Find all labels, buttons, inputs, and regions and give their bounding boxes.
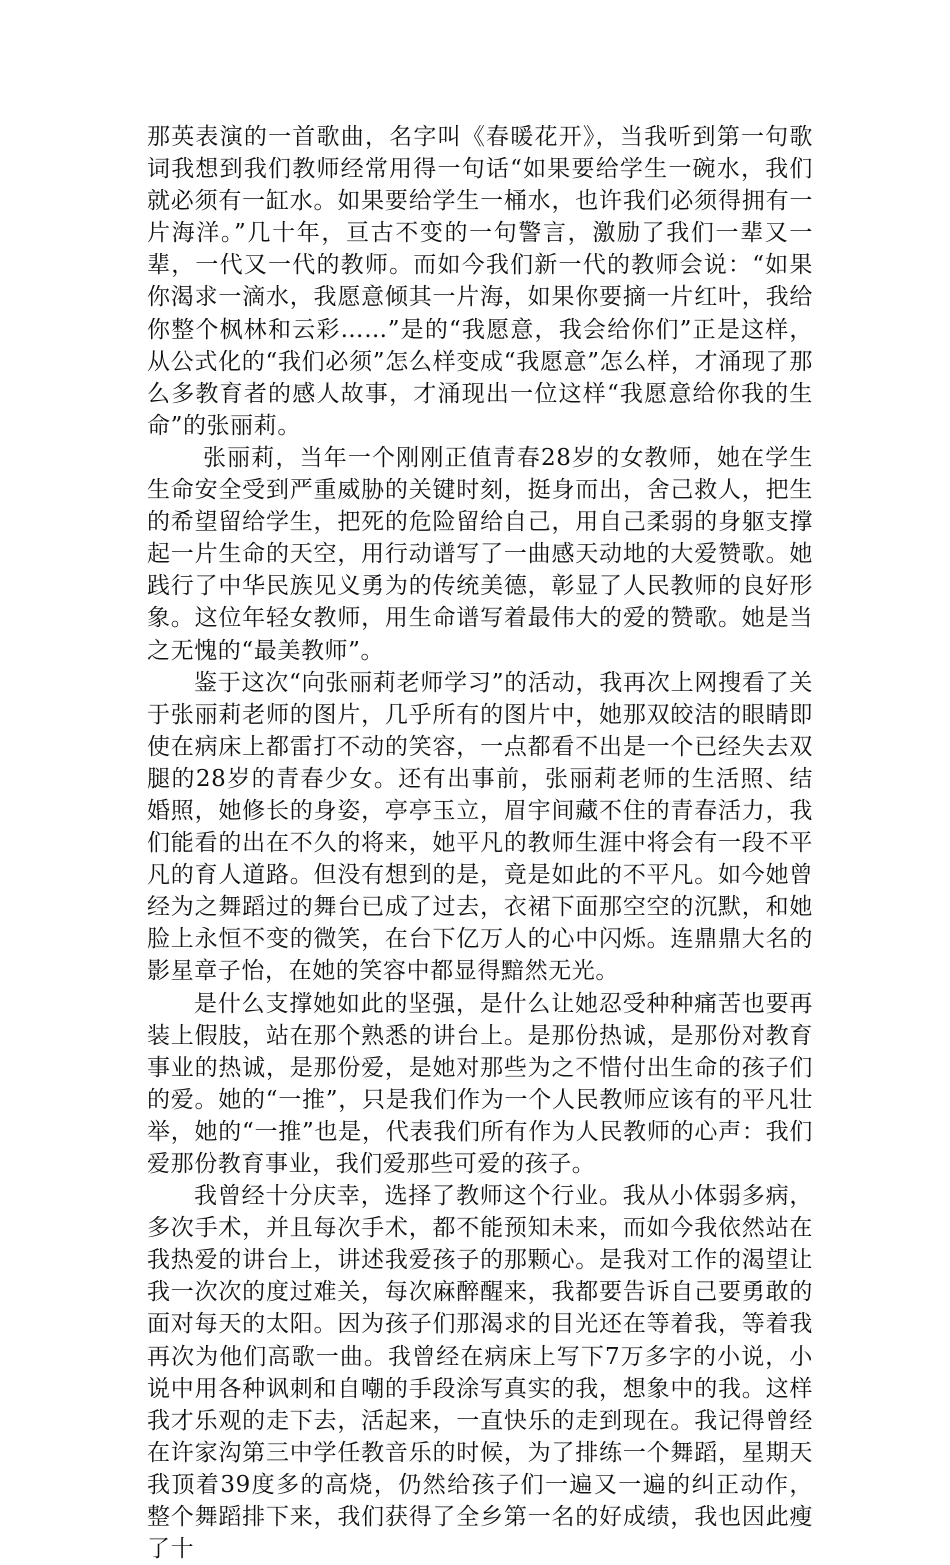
paragraph-2: 张丽莉，当年一个刚刚正值青春28岁的女教师，她在学生生命安全受到严重威胁的关键时刻，挺身而出，舍己救人，把生的希望留给学生，把死的危险留给自己，用自己柔弱的身躯支撑起一片生命的天空，用行动谱写了一曲感天动地的大爱赞歌。她践行了中华民族见义勇为的传统美德，彰显了人民教师的良好形象。这位年轻女教师，用生命谱写着最伟大的爱的赞歌。她是当之无愧的“最美教师”。 [147, 444, 813, 664]
paragraph-1: 那英表演的一首歌曲，名字叫《春暖花开》，当我听到第一句歌词我想到我们教师经常用得一句话“如果要给学生一碗水，我们就必须有一缸水。如果要给学生一桶水，也许我们必须得拥有一片海洋。”几十年，亘古不变的一句警言，激励了我们一辈又一辈，一代又一代的教师。而如今我们新一代的教师会说：“如果你渴求一滴水，我愿意倾其一片海，如果你要摘一片红叶，我给你整个枫林和云彩……”是的“我愿意，我会给你们”正是这样，从公式化的“我们必须”怎么样变成“我愿意”怎么样，才涌现了那么多教育者的感人故事，才涌现出一位这样“我愿意给你我的生命”的张丽莉。 [147, 124, 813, 439]
body-text [147, 121, 813, 1565]
paragraph-3: 鉴于这次“向张丽莉老师学习”的活动，我再次上网搜看了关于张丽莉老师的图片，几乎所有的图片中，她那双皎洁的眼睛即使在病床上都雷打不动的笑容，一点都看不出是一个已经失去双腿的28岁的青春少女。还有出事前，张丽莉老师的生活照、结婚照，她修长的身姿，亭亭玉立，眉宇间藏不住的青春活力，我们能看的出在不久的将来，她平凡的教师生涯中将会有一段不平凡的育人道路。但没有想到的是，竟是如此的不平凡。如今她曾经为之舞蹈过的舞台已成了过去，衣裙下面那空空的沉默，和她脸上永恒不变的微笑，在台下亿万人的心中闪烁。连鼎鼎大名的影星章子怡，在她的笑容中都显得黯然无光。 [147, 669, 813, 985]
paragraph-4: 是什么支撑她如此的坚强，是什么让她忍受种种痛苦也要再装上假肢，站在那个熟悉的讲台上。是那份热诚，是那份对教育事业的热诚，是那份爱，是她对那些为之不惜付出生命的孩子们的爱。她的“一推”，只是我们作为一个人民教师应该有的平凡壮举，她的“一推”也是，代表我们所有作为人民教师的心声：我们爱那份教育事业，我们爱那些可爱的孩子。 [147, 990, 813, 1177]
paragraph-5: 我曾经十分庆幸，选择了教师这个行业。我从小体弱多病，多次手术，并且每次手术，都不能预知未来，而如今我依然站在我热爱的讲台上，讲述我爱孩子的那颗心。是我对工作的渴望让我一次次的度过难关，每次麻醉醒来，我都要告诉自己要勇敢的面对每天的太阳。因为孩子们那渴求的目光还在等着我，等着我再次为他们高歌一曲。我曾经在病床上写下7万多字的小说，小说中用各种讽刺和自嘲的手段涂写真实的我，想象中的我。这样我才乐观的走下去，活起来，一直快乐的走到现在。我记得曾经在许家沟第三中学任教音乐的时候，为了排练一个舞蹈，星期天我顶着39度多的高烧，仍然给孩子们一遍又一遍的纠正动作，整个舞蹈排下来，我们获得了全乡第一名的好成绩，我也因此瘦了十 [147, 1183, 813, 1563]
